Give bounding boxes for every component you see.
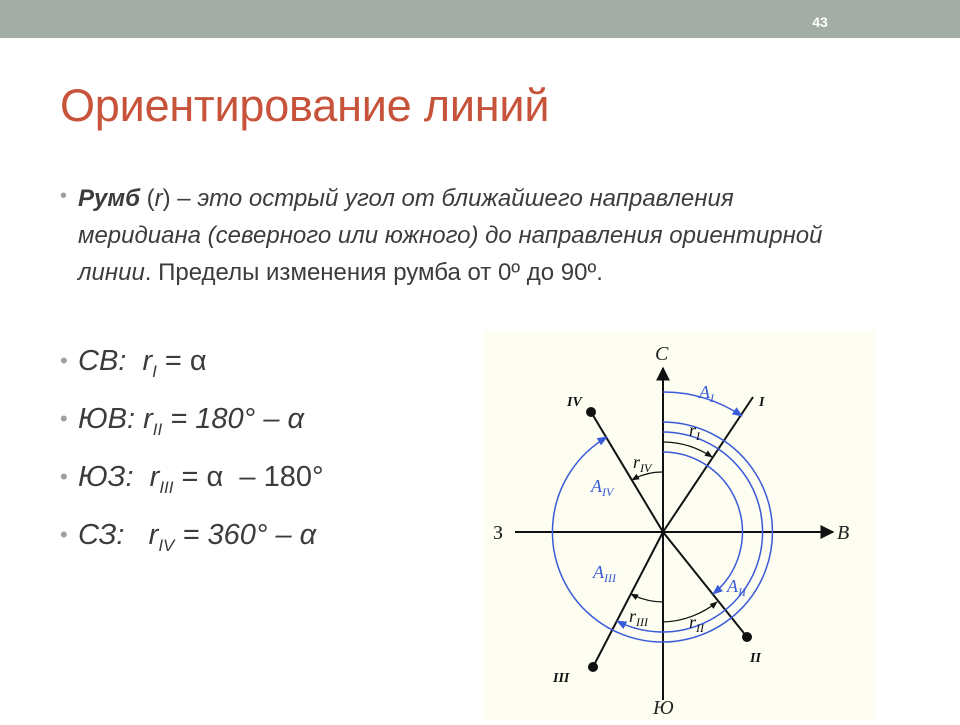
slide-number: 43 xyxy=(812,14,828,30)
formula-item-ne xyxy=(60,336,480,394)
slide-title: Ориентирование линий xyxy=(60,80,550,131)
north-label: С xyxy=(655,343,669,365)
formula-gap xyxy=(135,403,143,435)
formula-sub: II xyxy=(152,420,163,439)
point-III xyxy=(588,662,598,672)
formula-r: r xyxy=(149,461,160,493)
formula-r: r xyxy=(142,345,153,377)
formula-gap xyxy=(124,519,148,551)
formula-sub: I xyxy=(152,362,157,381)
point-label-III: III xyxy=(553,671,570,686)
formula-expr: = 180° – α xyxy=(162,403,305,435)
bullet-dot-icon: • xyxy=(60,464,68,489)
west-label: З xyxy=(493,522,504,544)
formula-expr: = 360° – α xyxy=(174,519,317,551)
rhumb-label-III: $r_{III}$ xyxy=(629,606,649,629)
formula-list xyxy=(60,336,480,568)
azimuth-label-III: $A_{III}$ xyxy=(593,562,616,585)
point-II xyxy=(742,632,752,642)
south-label: Ю xyxy=(653,697,674,719)
formula-gap xyxy=(126,345,142,377)
definition-italic-text: это острый угол от ближайшего направления меридиана (северного или южного) до направления ориентирной линии xyxy=(78,185,823,286)
rhumb-label-IV: $r_{IV}$ xyxy=(633,452,652,475)
formula-item-sw xyxy=(60,452,480,510)
formula-expr: = α xyxy=(156,345,207,377)
definition-plain-text: . Пределы изменения румба от 0º до 90º. xyxy=(144,259,603,286)
formula-item-se xyxy=(60,394,480,452)
point-label-IV: IV xyxy=(567,395,582,410)
definition-symbol: r xyxy=(154,185,163,212)
formula-sub: IV xyxy=(158,536,175,555)
rhumb-arc-III xyxy=(631,594,663,602)
formula-item-nw xyxy=(60,510,480,568)
definition-term: Румб xyxy=(78,185,140,212)
formula-sub: III xyxy=(159,478,174,497)
formula-r: r xyxy=(148,519,159,551)
definition-symbol-close: ) – xyxy=(162,185,198,212)
formula-quadrant: ЮВ: xyxy=(78,403,136,435)
formula-gap xyxy=(134,461,150,493)
bullet-dot-icon: • xyxy=(60,348,68,373)
formula-quadrant: СВ: xyxy=(78,345,127,377)
formula-quadrant: СЗ: xyxy=(78,519,125,551)
point-IV xyxy=(586,407,596,417)
definition-bullet xyxy=(60,180,860,291)
definition-text xyxy=(60,180,860,291)
formula-quadrant: ЮЗ: xyxy=(78,461,134,493)
azimuth-label-I: $A_I$ xyxy=(699,382,714,405)
rhumb-diagram xyxy=(483,330,875,720)
azimuth-label-IV: $A_{IV}$ xyxy=(591,476,614,499)
line-III xyxy=(593,532,663,667)
east-label: В xyxy=(837,522,850,544)
rhumb-diagram-svg xyxy=(483,330,875,720)
top-bar xyxy=(0,0,960,38)
definition-symbol-open: ( xyxy=(139,185,155,212)
bullet-dot-icon: • xyxy=(60,406,68,431)
rhumb-arc-I xyxy=(663,442,712,457)
line-IV xyxy=(591,412,663,532)
formula-r: r xyxy=(143,403,153,435)
formula-expr: = α – 180° xyxy=(173,461,324,493)
rhumb-label-II: $r_{II}$ xyxy=(689,612,705,635)
point-label-II: II xyxy=(750,651,761,666)
bullet-dot-icon: • xyxy=(60,185,68,207)
azimuth-label-II: $A_{II}$ xyxy=(727,576,746,599)
point-label-I: I xyxy=(759,395,765,410)
rhumb-label-I: $r_I$ xyxy=(689,420,701,443)
bullet-dot-icon: • xyxy=(60,522,68,547)
